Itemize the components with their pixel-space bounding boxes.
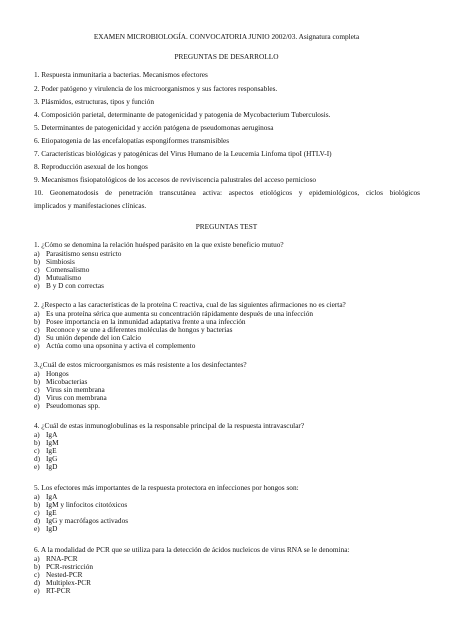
test-question: 5. Los efectores más importantes de la respuesta protectora en infecciones por hongos son:	[34, 483, 299, 492]
test-question: 1. ¿Cómo se denomina la relación huésped parásito en la que existe beneficio mutuo?	[34, 240, 284, 249]
option-text: Multiplex-PCR	[46, 578, 92, 587]
desarrollo-question: 9. Mecanismos fisiopatológicos de los accesos de reviviscencia palustrales del acceso pernicioso	[34, 175, 317, 184]
option-text: IgM	[46, 438, 59, 447]
option-text: Es una proteína sérica que aumenta su concentración rápidamente después de una infección	[46, 309, 314, 318]
option-letter: d)	[34, 273, 41, 282]
option-letter: b)	[34, 500, 41, 509]
exam-title: EXAMEN MICROBIOLOGÍA. CONVOCATORIA JUNIO 2002/03. Asignatura completa	[93, 32, 360, 41]
desarrollo-question: 6. Etiopatogenia de las encefalopatías espongiformes transmisibles	[34, 136, 230, 145]
option-text: IgG y macrófagos activados	[46, 516, 129, 525]
desarrollo-question: 7. Características biológicas y patogénicas del Virus Humano de la Leucemia Linfoma tipoI (HTLV-I)	[34, 149, 332, 158]
option-letter: a)	[34, 369, 40, 378]
option-text: Pseudomonas spp.	[46, 401, 100, 410]
option-text: Posee importancia en la inmunidad adaptativa frente a una infección	[46, 317, 246, 326]
option-letter: e)	[34, 341, 40, 350]
option-letter: e)	[34, 401, 40, 410]
option-text: Nested-PCR	[46, 570, 83, 579]
option-text: Virus sin membrana	[46, 385, 105, 394]
option-letter: c)	[34, 570, 40, 579]
desarrollo-question: 5. Determinantes de patogenicidad y acción patógena de pseudomonas aeruginosa	[34, 123, 274, 132]
desarrollo-question: 4. Composición parietal, determinante de patogenicidad y patogenia de Mycobacterium Tuberculosis.	[34, 110, 331, 119]
option-text: Micobacterias	[46, 377, 88, 386]
option-text: Su unión depende del ion Calcio	[46, 333, 142, 342]
option-text: RNA-PCR	[46, 554, 78, 563]
option-text: Reconoce y se une a diferentes moléculas de hongos y bacterias	[46, 325, 233, 334]
desarrollo-question: 10. Geonematodosis de penetración transcutánea activa: aspectos etiológicos y epidemiológicos, ciclos biológicos	[34, 188, 420, 197]
option-letter: b)	[34, 317, 41, 326]
option-text: Actúa como una opsonina y activa el complemento	[46, 341, 196, 350]
option-letter: d)	[34, 578, 41, 587]
option-letter: c)	[34, 265, 40, 274]
option-letter: c)	[34, 385, 40, 394]
option-text: IgD	[46, 462, 58, 471]
option-letter: b)	[34, 562, 41, 571]
option-text: IgE	[46, 446, 57, 455]
option-letter: e)	[34, 586, 40, 595]
option-letter: c)	[34, 508, 40, 517]
test-question: 2. ¿Respecto a las características de la proteína C reactiva, cual de las siguientes afirmaciones no es cierta?	[34, 300, 346, 309]
option-text: Mutualismo	[46, 273, 82, 282]
test-question: 4. ¿Cuál de estas inmunoglobulinas es la responsable principal de la respuesta intravascular?	[34, 421, 305, 430]
option-text: IgM y linfocitos citotóxicos	[46, 500, 128, 509]
option-letter: a)	[34, 249, 40, 258]
option-text: Hongos	[46, 369, 69, 378]
option-letter: c)	[34, 446, 40, 455]
test-question: 3.¿Cuál de estos microorganismos es más resistente a los desinfectantes?	[34, 360, 247, 369]
option-text: IgE	[46, 508, 57, 517]
desarrollo-question: 8. Reproducción asexual de los hongos	[34, 162, 148, 171]
option-letter: d)	[34, 393, 41, 402]
option-letter: d)	[34, 333, 41, 342]
option-text: IgA	[46, 492, 58, 501]
test-question: 6. A la modalidad de PCR que se utiliza para la detección de ácidos nucleicos de virus RNA se le denomina:	[34, 545, 350, 554]
option-text: Simbiosis	[46, 257, 75, 266]
option-letter: e)	[34, 281, 40, 290]
option-letter: a)	[34, 309, 40, 318]
option-letter: a)	[34, 492, 40, 501]
option-letter: a)	[34, 430, 40, 439]
option-letter: d)	[34, 516, 41, 525]
option-letter: e)	[34, 524, 40, 533]
option-letter: b)	[34, 377, 41, 386]
option-letter: a)	[34, 554, 40, 563]
option-text: IgA	[46, 430, 58, 439]
desarrollo-question: 1. Respuesta inmunitaria a bacterias. Mecanismos efectores	[34, 70, 208, 79]
option-text: IgD	[46, 524, 58, 533]
option-text: Comensalismo	[46, 265, 90, 274]
option-text: IgG	[46, 454, 58, 463]
option-text: Virus con membrana	[46, 393, 107, 402]
option-letter: b)	[34, 257, 41, 266]
option-letter: d)	[34, 454, 41, 463]
section-heading-test: PREGUNTAS TEST	[195, 222, 258, 231]
desarrollo-question-continuation: implicados y manifestaciones clínicas.	[34, 201, 147, 210]
option-text: B y D con correctas	[46, 281, 104, 290]
option-text: RT-PCR	[46, 586, 71, 595]
option-letter: e)	[34, 462, 40, 471]
option-letter: c)	[34, 325, 40, 334]
option-letter: b)	[34, 438, 41, 447]
desarrollo-question: 3. Plásmidos, estructuras, tipos y función	[34, 97, 154, 106]
section-heading-desarrollo: PREGUNTAS DE DESARROLLO	[174, 52, 279, 61]
option-text: Parasitismo sensu estricto	[46, 249, 122, 258]
desarrollo-question: 2. Poder patógeno y virulencia de los microorganismos y sus factores responsables.	[34, 84, 278, 93]
option-text: PCR-restricción	[46, 562, 94, 571]
